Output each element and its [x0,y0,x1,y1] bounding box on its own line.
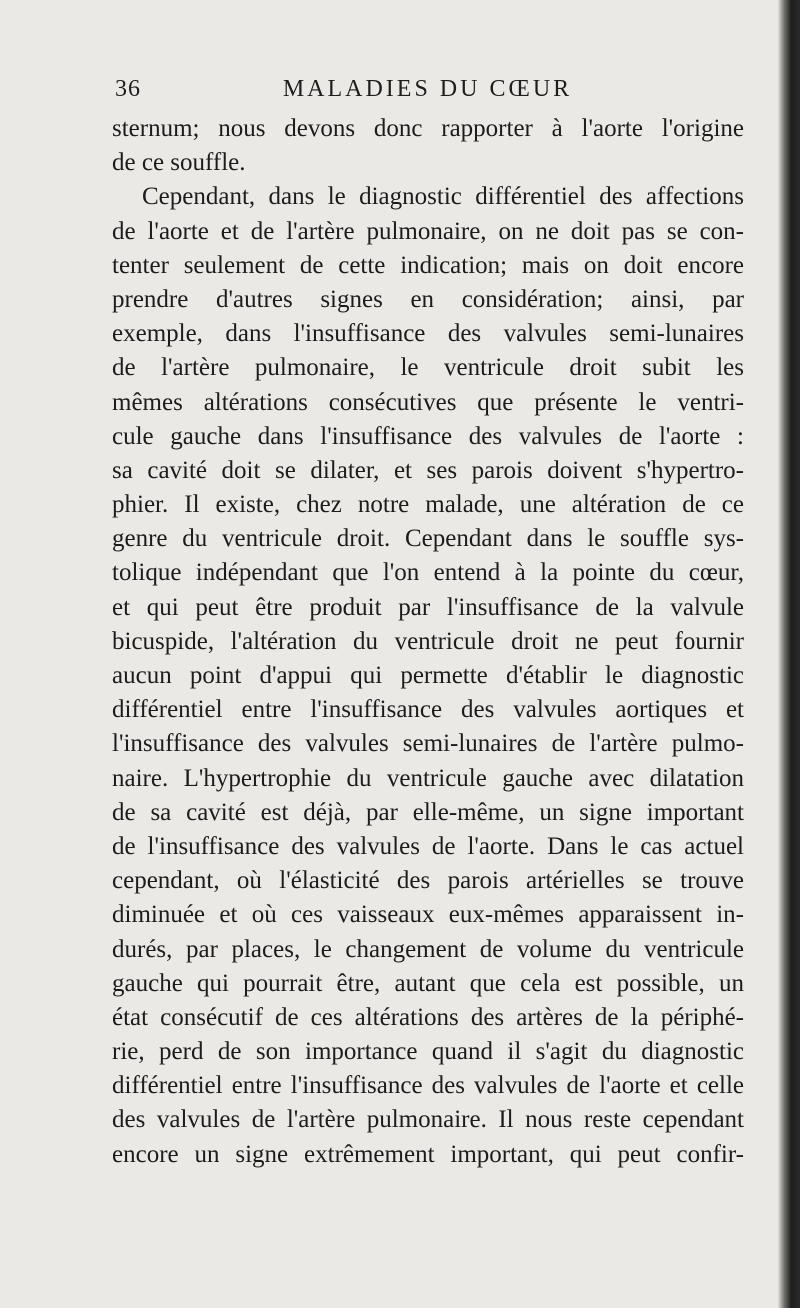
text-line: sternum; nous devons donc rapporter à l'aorte l'origine [112,115,744,142]
page-edge-shadow [778,0,800,1308]
text-line: rie, perd de son importance quand il s'agit du diagnostic [112,1038,744,1066]
text-line: naire. L'hypertrophie du ventricule gauche avec dilatation [112,764,744,792]
text-line: encore un signe extrêmement important, qui peut confir- [112,1140,744,1168]
text-line: l'insuffisance des valvules semi-lunaires de l'artère pulmo- [112,730,744,758]
text-line: tenter seulement de cette indication; mais on doit encore [112,251,744,279]
text-line: tolique indépendant que l'on entend à la pointe du cœur, [112,559,744,587]
text-line: état consécutif de ces altérations des artères de la périphé- [112,1003,744,1031]
running-head: MALADIES DU CŒUR [282,76,573,102]
text-line: de l'aorte et de l'artère pulmonaire, on ne doit pas se con- [112,217,744,245]
page-number: 36 [115,76,141,102]
text-line: de ce souffle. [112,149,246,177]
body-text [112,112,744,1172]
text-line: prendre d'autres signes en considération; ainsi, par [112,285,744,313]
page-header [115,76,740,110]
text-line: mêmes altérations consécutives que présente le ventri- [112,388,744,416]
text-line: diminuée et où ces vaisseaux eux-mêmes apparaissent in- [112,901,744,929]
text-line: de sa cavité est déjà, par elle-même, un signe important [112,798,744,826]
text-line: sa cavité doit se dilater, et ses parois doivent s'hypertro- [112,456,744,484]
text-line: différentiel entre l'insuffisance des valvules aortiques et [112,696,744,724]
text-line: aucun point d'appui qui permette d'établir le diagnostic [112,662,744,689]
text-line: gauche qui pourrait être, autant que cela est possible, un [112,969,744,997]
text-line: différentiel entre l'insuffisance des valvules de l'aorte et celle [112,1072,744,1100]
text-line: de l'artère pulmonaire, le ventricule droit subit les [112,354,744,382]
text-line: de l'insuffisance des valvules de l'aorte. Dans le cas actuel [112,832,744,860]
text-line: phier. Il existe, chez notre malade, une altération de ce [112,491,744,519]
text-line: cependant, où l'élasticité des parois artérielles se trouve [112,867,744,895]
text-line: des valvules de l'artère pulmonaire. Il nous reste cependant [112,1106,744,1134]
text-line: durés, par places, le changement de volume du ventricule [112,935,744,963]
text-line: genre du ventricule droit. Cependant dans le souffle sys- [112,525,744,553]
text-line: et qui peut être produit par l'insuffisance de la valvule [112,593,744,621]
text-line: bicuspide, l'altération du ventricule droit ne peut fournir [112,627,744,655]
text-line: cule gauche dans l'insuffisance des valvules de l'aorte : [112,422,744,450]
text-line: exemple, dans l'insuffisance des valvules semi-lunaires [112,320,744,348]
text-line: Cependant, dans le diagnostic différentiel des affections [142,183,744,211]
